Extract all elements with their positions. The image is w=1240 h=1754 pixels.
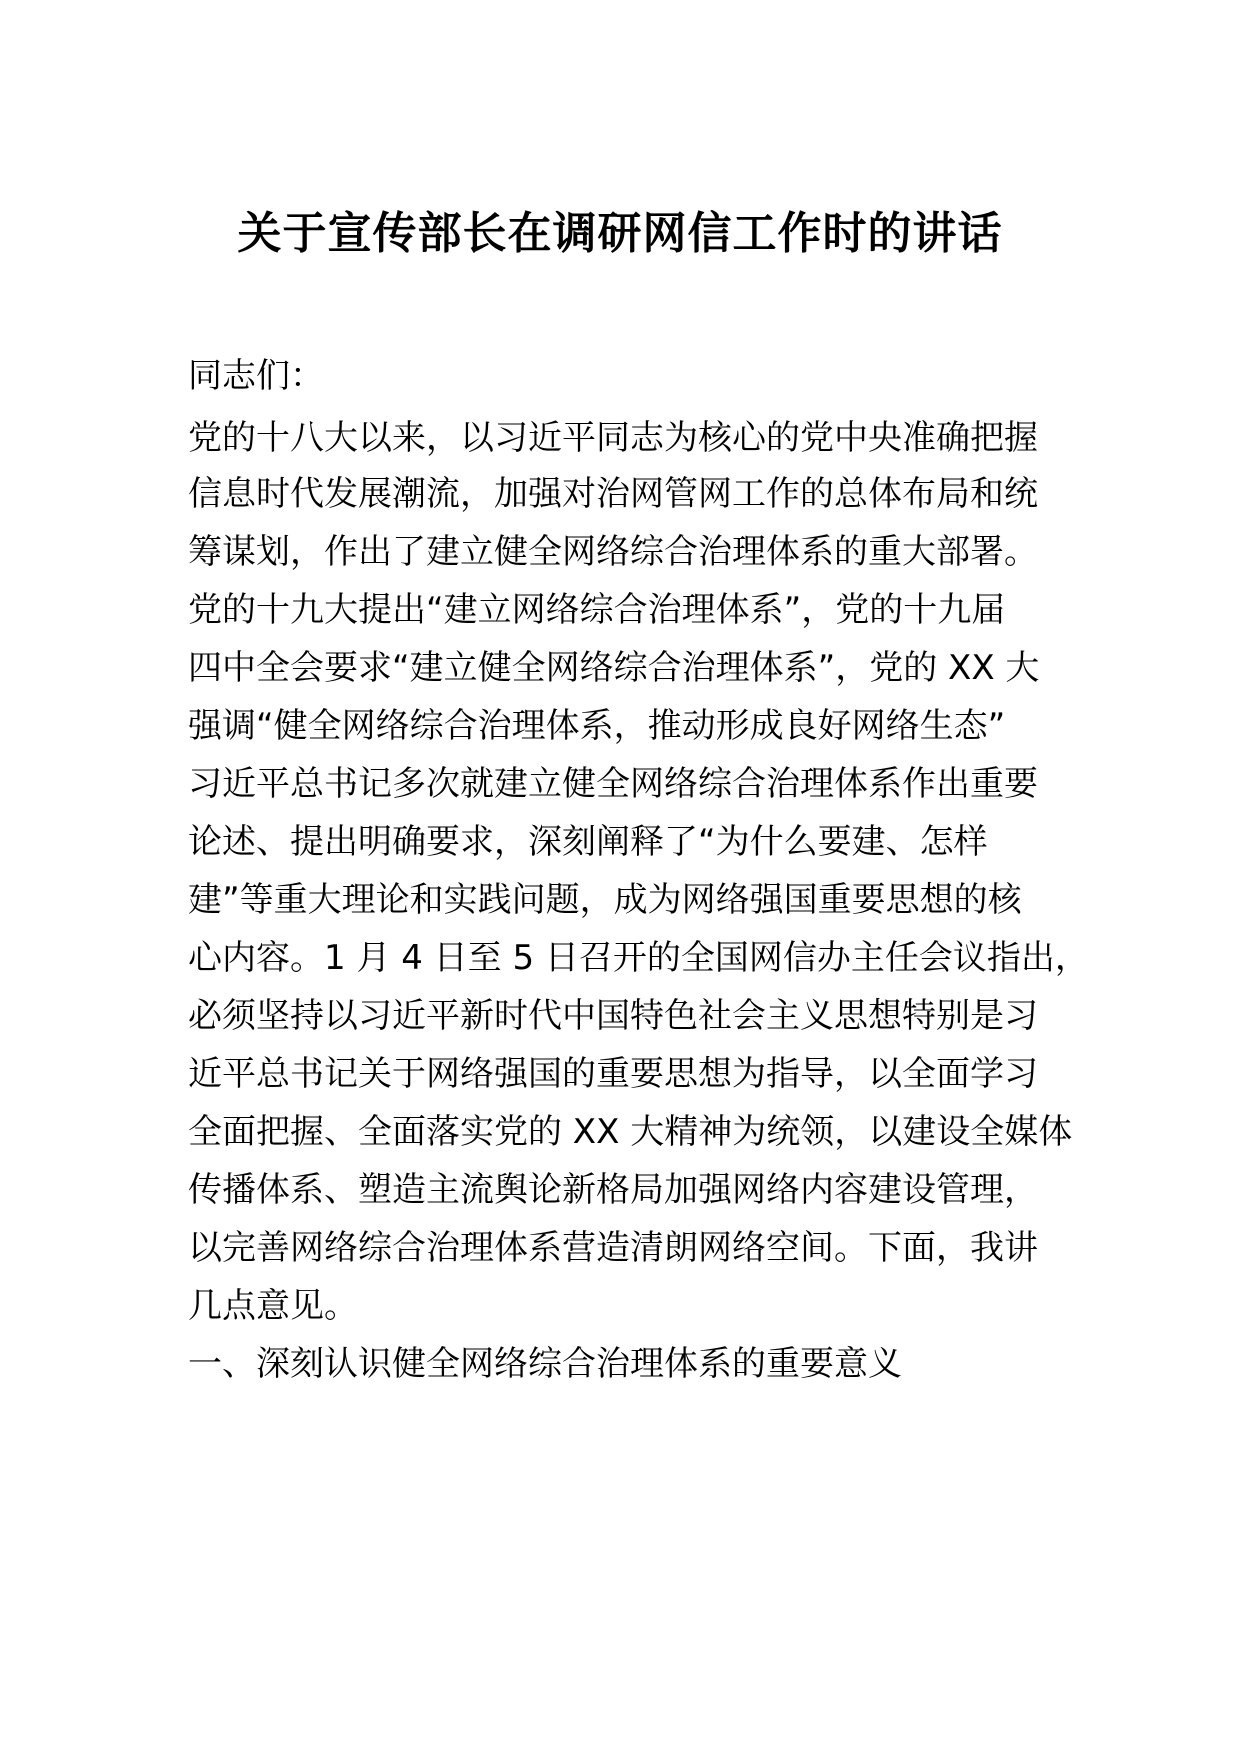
- paragraph-line: 建”等重大理论和实践问题，成为网络强国重要思想的核: [188, 880, 1022, 920]
- paragraph-line: 全面把握、全面落实党的 XX 大精神为统领，以建设全媒体: [188, 1112, 1073, 1152]
- paragraph-line: 党的十八大以来，以习近平同志为核心的党中央准确把握: [188, 418, 1038, 458]
- paragraph-line: 习近平总书记多次就建立健全网络综合治理体系作出重要: [188, 764, 1038, 804]
- paragraph-line: 必须坚持以习近平新时代中国特色社会主义思想特别是习: [188, 996, 1038, 1036]
- paragraph-line: 四中全会要求“建立健全网络综合治理体系”，党的 XX 大: [188, 648, 1040, 688]
- document-title: 关于宣传部长在调研网信工作时的讲话: [237, 208, 1003, 259]
- paragraph-line: 传播体系、塑造主流舆论新格局加强网络内容建设管理，: [188, 1170, 1038, 1210]
- paragraph-line: 筹谋划，作出了建立健全网络综合治理体系的重大部署。: [188, 532, 1038, 572]
- paragraph-line: 党的十九大提出“建立网络综合治理体系”，党的十九届: [188, 590, 1006, 630]
- paragraph-line: 几点意见。: [188, 1286, 358, 1326]
- section-heading: 一、深刻认识健全网络综合治理体系的重要意义: [188, 1344, 902, 1384]
- paragraph-line: 强调“健全网络综合治理体系，推动形成良好网络生态”: [188, 706, 1006, 746]
- paragraph-line: 心内容。1 月 4 日至 5 日召开的全国网信办主任会议指出，: [188, 938, 1089, 978]
- paragraph-line: 以完善网络综合治理体系营造清朗网络空间。下面，我讲: [188, 1228, 1038, 1268]
- paragraph-line: 近平总书记关于网络强国的重要思想为指导，以全面学习: [188, 1054, 1038, 1094]
- salutation: 同志们：: [188, 356, 324, 396]
- paragraph-line: 信息时代发展潮流，加强对治网管网工作的总体布局和统: [188, 474, 1038, 514]
- paragraph-line: 论述、提出明确要求，深刻阐释了“为什么要建、怎样: [188, 822, 988, 862]
